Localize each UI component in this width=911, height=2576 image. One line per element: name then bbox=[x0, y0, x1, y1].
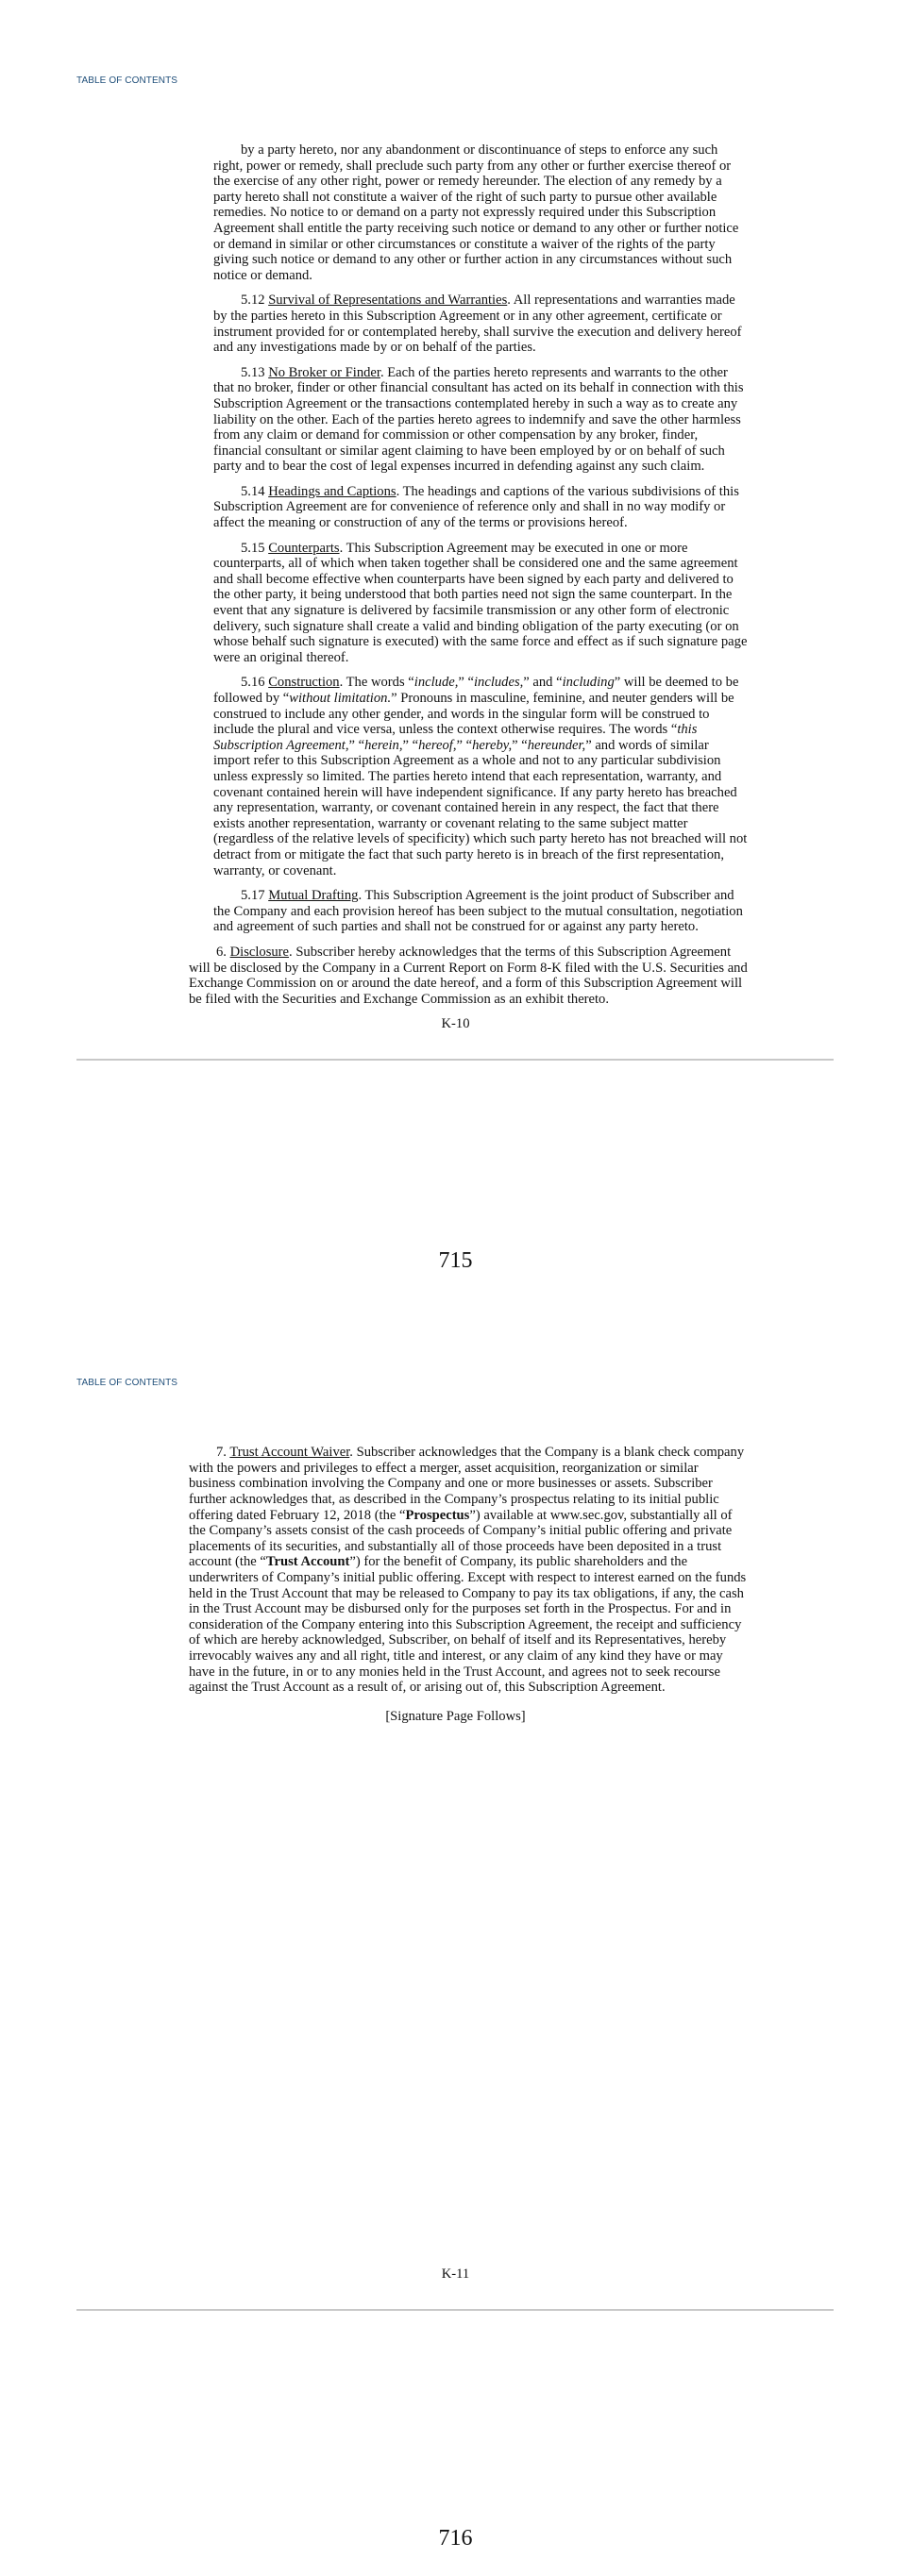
paragraph-text: includes, bbox=[473, 675, 524, 691]
paragraph bbox=[189, 945, 748, 1007]
paragraph-text: 5.14 bbox=[241, 483, 269, 499]
defined-term: Prospectus bbox=[405, 1507, 470, 1523]
paragraph-text: ” “ bbox=[458, 675, 474, 691]
page-number-715: 715 bbox=[438, 1248, 473, 1274]
paragraph-text: include, bbox=[413, 675, 459, 691]
page-number-716: 716 bbox=[438, 2526, 473, 2551]
paragraph-text: ” “ bbox=[456, 737, 473, 753]
table-of-contents-link[interactable]: TABLE OF CONTENTS bbox=[76, 1378, 178, 1389]
page2-section-7 bbox=[189, 1445, 748, 1705]
paragraph-text: . The words “ bbox=[339, 675, 414, 691]
paragraph-text: by a party hereto, nor any abandonment or discontinuance of steps to enforce any such right, power or remedy, shall preclude such party from any other or further exercise thereof or the exercise of any other right, power or remedy hereunder. The election of any remedy by a party hereto shall not constitute a waiver of the right of such party to pursue other available remedies. No notice to or demand on a party not expressly required under this Subscription Agreement shall entitle the party receiving such notice or demand to any other or further notice or demand in similar or other circumstances or constitute a waiver of the rights of the party giving such notice or demand to any other or further action in any circumstances without such notice or demand. bbox=[213, 142, 739, 283]
page-divider bbox=[76, 2309, 834, 2311]
page1-indented-sections bbox=[213, 142, 748, 945]
paragraph-text: ” will be deemed to be followed by “ bbox=[213, 675, 739, 706]
paragraph-text: . Each of the parties hereto represents and warrants to the other that no broker, finder or other financial consultant has acted on its behalf in connection with this Subscription Agreement or the transactions contemplated hereby in such a way as to create any liability on the other. Each of the parties hereto agrees to indemnify and save the other harmless from any claim or demand for commission or other compensation by any broker, finder, financial consultant or similar agent claiming to have been employed by or on behalf of such party and to bear the cost of legal expenses incurred in defending against any such claim. bbox=[213, 364, 744, 475]
paragraph-text: . The headings and captions of the various subdivisions of this Subscription Agreement are for convenience of reference only and shall in no way modify or affect the meaning or construction of any of the terms or provisions hereof. bbox=[213, 483, 739, 531]
page-divider bbox=[76, 1059, 834, 1061]
page-footer-k10: K-10 bbox=[441, 1016, 470, 1032]
paragraph-text: . This Subscription Agreement is the joint product of Subscriber and the Company and each provision hereof has been subject to the mutual consultation, negotiation and agreement of such parties and shall not be construed for or against any party hereto. bbox=[213, 888, 743, 935]
paragraph-text: . Subscriber hereby acknowledges that the terms of this Subscription Agreement will be disclosed by the Company in a Current Report on Form 8-K filed with the U.S. Securities and Exchange Commission on or around the date hereof, and a form of this Subscription Agreement will be filed with the Securities and Exchange Commission as an exhibit thereto. bbox=[189, 944, 748, 1007]
paragraph-text: . All representations and warranties made by the parties hereto in this Subscription Agreement or in any other agreement, certificate or instrument provided for or contemplated hereby, shall survive the execution and delivery hereof and any investigations made by or on behalf of the parties. bbox=[213, 293, 742, 356]
paragraph-text: ”) available at www.sec.gov, substantially all of the Company’s assets consist of the cash proceeds of Company’s initial public offering and private placements of its securities, and substantially all of those proceeds have been deposited in a trust account (the “ bbox=[189, 1507, 733, 1570]
section-heading: No Broker or Finder bbox=[268, 364, 380, 380]
paragraph-text: ” and words of similar import refer to this Subscription Agreement as a whole and not to any particular subdivision unless expressly so limited. The parties hereto intend that each representation, warranty, and covenant contained herein will have independent significance. If any party hereto has breached any representation, warranty, or covenant contained herein in any respect, the fact that there exists another representation, warranty or covenant relating to the same subject matter (regardless of the relative levels of specificity) which such party hereto has not breached will not detract from or mitigate the fact that such party hereto is in breach of the first representation, warranty, or covenant. bbox=[213, 737, 748, 878]
toc-row bbox=[76, 1373, 911, 1389]
paragraph bbox=[213, 541, 748, 666]
toc-row bbox=[76, 71, 911, 86]
paragraph bbox=[213, 142, 748, 283]
paragraph-text: ” “ bbox=[348, 737, 365, 753]
paragraph-text: 5.12 bbox=[241, 293, 269, 309]
paragraph-text: 6. bbox=[216, 944, 230, 960]
paragraph-text: 5.17 bbox=[241, 888, 269, 904]
page-k10 bbox=[0, 142, 911, 1032]
paragraph-text: hereof, bbox=[418, 737, 457, 753]
section-heading: Counterparts bbox=[268, 540, 340, 556]
paragraph-text: 5.13 bbox=[241, 364, 269, 380]
paragraph-text: hereunder, bbox=[527, 737, 586, 753]
paragraph-text: . This Subscription Agreement may be executed in one or more counterparts, all of which when taken together shall be considered one and the same agreement and shall become effective when counterparts have been signed by each party and delivered to the other party, it being understood that both parties need not sign the same counterpart. In the event that any signature is delivered by facsimile transmission or any other form of electronic delivery, such signature shall create a valid and binding obligation of the party executing (or on whose behalf such signature is executed) with the same force and effect as if such signature page were an original thereof. bbox=[213, 540, 748, 665]
table-of-contents-link[interactable]: TABLE OF CONTENTS bbox=[76, 75, 178, 86]
paragraph-text: hereby, bbox=[472, 737, 513, 753]
paragraph-text: ” and “ bbox=[523, 675, 563, 691]
paragraph-text: ” “ bbox=[402, 737, 419, 753]
paragraph-text: 5.15 bbox=[241, 540, 269, 556]
section-heading: Trust Account Waiver bbox=[229, 1445, 350, 1461]
paragraph bbox=[213, 675, 748, 878]
paragraph-text: without limitation. bbox=[289, 691, 392, 706]
paragraph-text: ” Pronouns in masculine, feminine, and neuter genders will be construed to include any other gender, and words in the singular form will be construed to include the plural and vice versa, unless the context otherwise requires. The words “ bbox=[213, 691, 734, 738]
paragraph-text: herein, bbox=[364, 737, 403, 753]
section-heading: Construction bbox=[268, 675, 340, 691]
paragraph bbox=[213, 888, 748, 935]
section-heading: Survival of Representations and Warranties bbox=[268, 293, 508, 309]
section-heading: Mutual Drafting bbox=[268, 888, 359, 904]
paragraph-text: . Subscriber acknowledges that the Company is a blank check company with the powers and privileges to effect a merger, asset acquisition, reorganization or similar business combination involving the Company and one or more businesses or assets. Subscriber further acknowledges that, as described in the Company’s prospectus relating to its initial public offering dated February 12, 2018 (the “ bbox=[189, 1445, 745, 1523]
paragraph-text: this Subscription Agreement, bbox=[213, 722, 698, 753]
paragraph-text: 5.16 bbox=[241, 675, 269, 691]
paragraph-text: including bbox=[562, 675, 615, 691]
paragraph bbox=[189, 1445, 748, 1696]
page-k11 bbox=[0, 1445, 911, 2283]
defined-term: Trust Account bbox=[265, 1554, 350, 1570]
section-heading: Disclosure bbox=[229, 944, 290, 960]
signature-page-note: [Signature Page Follows] bbox=[385, 1708, 526, 1724]
section-heading: Headings and Captions bbox=[268, 483, 396, 499]
paragraph bbox=[213, 484, 748, 531]
paragraph-text: ”) for the benefit of Company, its public shareholders and the underwriters of Company’s initial public offering. Except with respect to interest earned on the funds held in the Trust Account that may be released to Company to pay its tax obligations, if any, the cash in the Trust Account may be disbursed only for the purposes set forth in the Prospectus. For and in consideration of the Company entering into this Subscription Agreement, the receipt and sufficiency of which are hereby acknowledged, Subscriber, on behalf of itself and its Representatives, hereby irrevocably waives any and all right, title and interest, or any claim of any kind they have or may have in the future, in or to any monies held in the Trust Account, and agrees not to seek recourse against the Trust Account as a result of, or arising out of, this Subscription Agreement. bbox=[189, 1554, 747, 1696]
paragraph bbox=[213, 365, 748, 475]
paragraph-text: ” “ bbox=[512, 737, 528, 753]
paragraph-text: 7. bbox=[216, 1445, 230, 1461]
page1-section-6 bbox=[189, 945, 748, 1016]
page-footer-k11: K-11 bbox=[441, 2267, 470, 2283]
paragraph bbox=[213, 293, 748, 355]
